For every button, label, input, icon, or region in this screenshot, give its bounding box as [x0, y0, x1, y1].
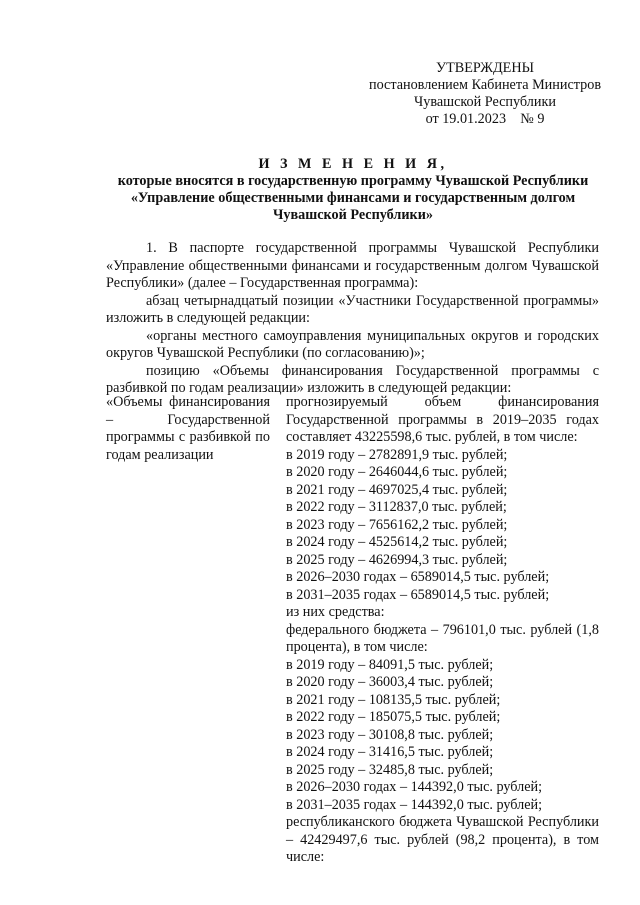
paragraph: абзац четырнадцатый позиции «Участники Государственной программы» изложить в следующей редакции:	[106, 292, 599, 326]
funding-line: в 2021 году – 108135,5 тыс. рублей;	[286, 691, 501, 708]
funding-line: в 2021 году – 4697025,4 тыс. рублей;	[286, 481, 508, 498]
title-line: Чувашской Республики»	[273, 207, 433, 223]
paragraph: «органы местного самоуправления муниципальных округов и городских округов Чувашской Республики (по согласованию)»;	[106, 327, 599, 361]
document-title	[98, 156, 608, 224]
funding-line: в 2031–2035 годах – 6589014,5 тыс. рублей;	[286, 586, 550, 603]
paragraph: 1. В паспорте государственной программы Чувашской Республики «Управление общественными финансами и государственным долгом Чувашской Республики» (далее – Государственная программа):	[106, 240, 599, 291]
funding-line: в 2022 году – 3112837,0 тыс. рублей;	[286, 499, 507, 515]
funding-line: в 2023 году – 7656162,2 тыс. рублей;	[286, 516, 508, 533]
funding-intro: прогнозируемый объем финансирования Государственной программы в 2019–2035 годах составляет 43225598,6 тыс. рублей, в том числе:	[286, 394, 599, 445]
funding-line: в 2026–2030 годах – 144392,0 тыс. рублей;	[286, 779, 543, 795]
funding-line: в 2019 году – 84091,5 тыс. рублей;	[286, 656, 494, 673]
approval-stamp	[360, 60, 610, 128]
federal-intro: федерального бюджета – 796101,0 тыс. рублей (1,8 процента), в том числе:	[286, 621, 599, 655]
table-right-cell	[286, 394, 599, 867]
funding-line: в 2019 году – 2782891,9 тыс. рублей;	[286, 446, 508, 463]
funding-line: в 2024 году – 4525614,2 тыс. рублей;	[286, 534, 508, 550]
table-left-cell: «Объемы финансирования – Государственной программы с разбивкой по годам реализации	[106, 394, 270, 463]
approval-line: Чувашской Республики	[414, 94, 556, 110]
document-body	[106, 240, 599, 398]
funding-line: в 2025 году – 32485,8 тыс. рублей;	[286, 761, 494, 778]
funding-line: в 2026–2030 годах – 6589014,5 тыс. рублей;	[286, 569, 550, 585]
funding-line: в 2024 году – 31416,5 тыс. рублей;	[286, 744, 494, 760]
funding-line: в 2020 году – 2646044,6 тыс. рублей;	[286, 464, 508, 480]
title-line: которые вносятся в государственную программу Чувашской Республики	[117, 173, 589, 189]
funding-line: в 2023 году – 30108,8 тыс. рублей;	[286, 726, 494, 743]
funding-line: в 2022 году – 185075,5 тыс. рублей;	[286, 709, 501, 725]
approval-line: постановлением Кабинета Министров	[368, 77, 602, 93]
funding-subheading: из них средства:	[286, 604, 385, 620]
title-line: «Управление общественными финансами и государственным долгом	[130, 190, 576, 206]
republic-intro: республиканского бюджета Чувашской Республики – 42429497,6 тыс. рублей (98,2 процента), в том числе:	[286, 814, 599, 865]
funding-line: в 2020 году – 36003,4 тыс. рублей;	[286, 674, 494, 690]
title-heading: И З М Е Н Е Н И Я,	[258, 156, 448, 172]
approval-title: УТВЕРЖДЕНЫ	[436, 60, 534, 76]
paragraph: позицию «Объемы финансирования Государственной программы с разбивкой по годам реализации» изложить в следующей редакции:	[106, 362, 599, 396]
funding-line: в 2031–2035 годах – 144392,0 тыс. рублей;	[286, 796, 543, 813]
funding-line: в 2025 году – 4626994,3 тыс. рублей;	[286, 551, 508, 568]
approval-date: от 19.01.2023 № 9	[425, 111, 545, 127]
